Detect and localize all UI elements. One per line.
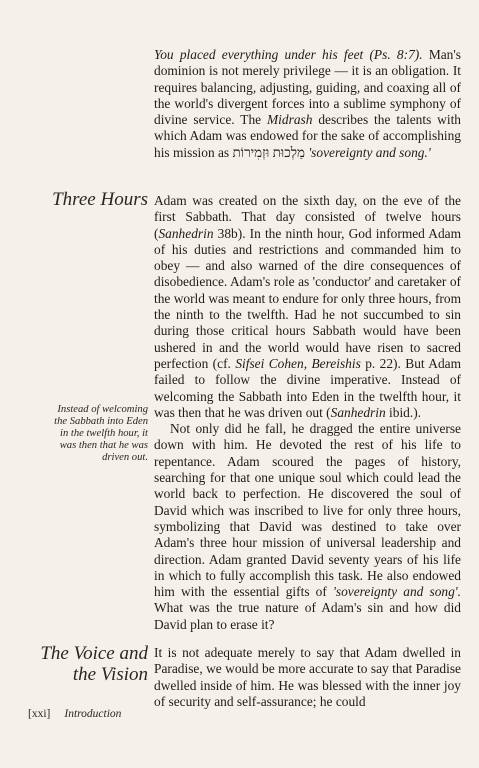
midrash-ref: Midrash (267, 112, 313, 128)
text-run: Adam was created on the sixth day, on the eve of the first Sabbath. That day consisted of twelve hours ( (154, 193, 461, 241)
text-run: What was the true nature of Adam's sin and how did David plan to erase it? (154, 600, 461, 632)
text-run: ibid.). (385, 404, 422, 420)
text-run: p. 22). But Adam failed to follow the divine imperative. Instead of welcoming the Sabbath into Eden in the twelfth hour, it was then that he was driven out ( (154, 355, 462, 420)
psalm-quote: You placed everything under his feet (Ps. 8:7). (154, 47, 423, 62)
margin-note: Instead of welcoming the Sabbath into Eden in the twelfth hour, it was then that he was driven out. (54, 404, 148, 463)
source-ref: Sanhedrin (158, 225, 214, 241)
three-hours-body (154, 193, 461, 633)
translation-quote: 'sovereignty and song.' (304, 144, 431, 160)
source-ref: Sanhedrin (330, 404, 386, 420)
source-ref: Sifsei Cohen, Bereishis (235, 355, 361, 371)
voice-vision-body (154, 645, 461, 710)
quoted-phrase: 'sovereignty and song'. (333, 584, 461, 600)
text-run: Man's dominion is not merely privilege — it is an obligation. It requires balancing, adjusting, guiding, and coaxing all of the world's divergent forces into a sublime symphony of divine service. The (154, 47, 461, 128)
hebrew-phrase: מַלְכוּת וּזְמִירוֹת (232, 144, 305, 160)
section-heading-voice-vision: The Voice and the Vision (40, 643, 148, 685)
text-run: describes the talents with which Adam was endowed for the sake of accomplishing his mission as (154, 112, 461, 160)
page-footer (28, 708, 121, 720)
text-run: Not only did he fall, he dragged the entire universe down with him. He devoted the rest of his life to repentance. Adam scoured the pages of history, searching for that one unique soul which could lead the world back to perfection. He discovered the soul of David which was inscribed to live for only three hours, symbolizing that David was destined to take over Adam's three hour mission of universal leadership and direction. Adam granted David seventy years of his life in which to fully accomplish this task. He also endowed him with the essential gifts of (154, 421, 461, 600)
page-number: [xxi] (28, 708, 51, 720)
text-run: 38b). In the ninth hour, God informed Adam of his duties and restrictions and commanded him to obey — and also warned of the dire consequences of disobedience. Adam's role as 'conductor' and caretaker of the world was meant to endure for only three hours, from the ninth to the twelfth. Had he not succumbed to sin during those critical hours Sabbath would have been ushered in and the world would have risen to sacred perfection (cf. (154, 225, 461, 371)
paragraph: It is not adequate merely to say that Adam dwelled in Paradise, we would be more accurate to say that Paradise dwelled inside of him. He was blessed with the inner joy of security and self-assurance; he could (154, 645, 461, 709)
opening-paragraph (154, 47, 461, 161)
running-head: Introduction (64, 708, 122, 720)
section-heading-three-hours: Three Hours (52, 189, 148, 210)
